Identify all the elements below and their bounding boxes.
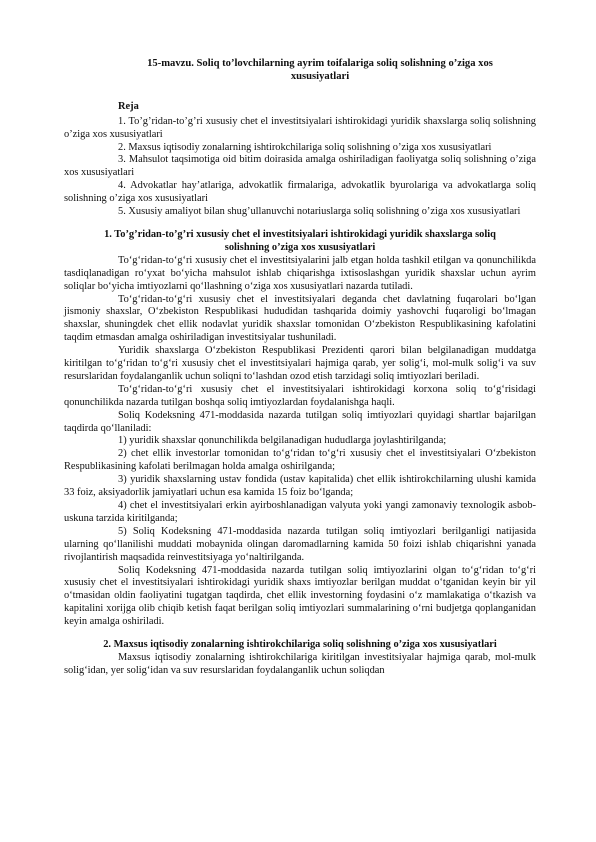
section-1-heading-line-1: 1. To’g’ridan-to’g’ri xususiy chet el investitsiyalari ishtirokidagi yuridik shaxslarga soliq — [104, 228, 496, 240]
section-1-heading — [64, 229, 536, 255]
title-line-1: 15-mavzu. Soliq to’lovchilarning ayrim toifalariga soliq solishning o’ziga xos — [147, 58, 493, 69]
section-1-body — [64, 255, 536, 629]
paragraph: To‘g‘ridan-to‘g‘ri xususiy chet el investitsiyalari ishtirokidagi korxona soliq to‘g‘risidagi qonunchilikda nazarda tutilgan boshqa soliq imtiyozlardan foydalanishga haqli. — [64, 383, 536, 408]
plan-list — [64, 116, 536, 219]
title-line-2: xususiyatlari — [290, 70, 350, 82]
plan-item: 4. Advokatlar hay’atlariga, advokatlik firmalariga, advokatlik byurolariga va advokatlarga soliq solishning o’ziga xos xususiyatlari — [64, 180, 536, 205]
plan-item: 5. Xususiy amaliyot bilan shug’ullanuvchi notariuslarga soliq solishning o’ziga xos xususiyatlari — [118, 206, 521, 218]
plan-item: 2. Maxsus iqtisodiy zonalarning ishtirokchilariga soliq solishning o’ziga xos xususiyatlari — [118, 141, 492, 153]
section-2-body — [64, 652, 536, 678]
section-2-heading: 2. Maxsus iqtisodiy zonalarning ishtirokchilariga soliq solishning o’ziga xos xususiyatlari — [103, 639, 497, 651]
plan-item: 3. Mahsulot taqsimotiga oid bitim doirasida amalga oshiriladigan faoliyatga soliq solishning o’ziga xos xususiyatlari — [64, 154, 536, 179]
section-1-heading-line-2: solishning o’ziga xos xususiyatlari — [224, 241, 376, 253]
paragraph: Soliq Kodeksning 471-moddasida nazarda tutilgan soliq imtiyozlarini olgan to‘g‘ridan to‘g‘ri xususiy chet el investitsiyalari ishtirokidagi yuridik shaxs imtiyozlar berilgan muddat o‘tganidan keyin bir yil o‘tmasidan oldin faoliyatini tugatgan taqdirda, chet ellik investorning foydasini o‘z mamlakatiga o‘tkazish va kapitalini xorijga olib chiqib ketish faqat berilgan soliq imtiyozlari summalarining o‘rni budjetga qoplanganidan keyin amalga oshiriladi. — [64, 564, 536, 628]
plan-item: 1. To’g’ridan-to’g’ri xususiy chet el investitsiyalari ishtirokidagi yuridik shaxslarga soliq solishning o’ziga xos xususiyatlari — [64, 115, 536, 140]
plan-heading: Reja — [118, 100, 139, 112]
paragraph: 4) chet el investitsiyalari erkin ayirboshlanadigan valyuta yoki yangi zamonaviy texnologik asbob-uskuna tarzida kiritilganda; — [64, 500, 536, 524]
paragraph: 5) Soliq Kodeksning 471-moddasida nazarda tutilgan soliq imtiyozlari berilganligi natijasida ularning qo‘llanilishi muddati mobaynida olingan daromadlarning kamida 50 foizi ishlab chiqarishni yanada rivojlantirish maqsadida reinvestitsiyaga yo‘naltirilganda. — [64, 525, 536, 563]
paragraph: Yuridik shaxslarga O‘zbekiston Respublikasi Prezidenti qarori bilan belgilanadigan muddatga kiritilgan to‘g‘ridan to‘g‘ri xususiy chet el investitsiyalari hajmiga qarab, yer solig‘i, mol-mulk solig‘i va suv resurslaridan foydalanganlik uchun soliqni to‘lashdan ozod etish tarzidagi soliq imtiyozlari beriladi. — [64, 345, 536, 382]
document-body — [64, 58, 536, 678]
paragraph: To‘g‘ridan-to‘g‘ri xususiy chet el investitsiyalarini jalb etgan holda tashkil etilgan va qonunchilikda tasdiqlanadigan ro‘yxat bo‘yicha mahsulot ishlab chiqarishga ixtisoslashgan yuridik shaxslar uchun ayrim soliqlar bo‘yicha imtiyozlarni qo‘llashning o‘ziga xos xususiyatlari nazarda tutiladi. — [64, 254, 536, 292]
paragraph: Maxsus iqtisodiy zonalarning ishtirokchilariga kiritilgan investitsiyalar hajmiga qarab, mol-mulk solig‘idan, yer solig‘idan va suv resurslaridan foydalanganlik uchun soliqdan — [64, 651, 536, 676]
page-title — [64, 58, 536, 84]
paragraph: 3) yuridik shaxslarning ustav fondida (ustav kapitalida) chet ellik ishtirokchilarning ulushi kamida 33 foiz, aksiyadorlik jamiyatlari uchun esa kamida 15 foiz bo‘lganda; — [64, 474, 536, 499]
paragraph: Soliq Kodeksning 471-moddasida nazarda tutilgan soliq imtiyozlari quyidagi shartlar bajarilgan taqdirda qo‘llaniladi: — [64, 409, 536, 434]
paragraph: To‘g‘ridan-to‘g‘ri xususiy chet el investitsiyalari deganda chet davlatning fuqarolari bo‘lgan jismoniy shaxslar, O‘zbekiston Respublikasi hududidan tashqarida doimiy yashovchi fuqaroligi bo‘lmagan shaxslar, shuningdek chet ellik nodavlat yuridik shaxslar tomonidan O‘zbekiston Respublikasining kafolatini taqdim etmasdan amalga oshiriladigan investitsiyalar tushuniladi. — [64, 293, 536, 344]
paragraph: 2) chet ellik investorlar tomonidan to‘g‘ridan to‘g‘ri xususiy chet el investitsiyalari O‘zbekiston Respublikasining kafolati berilmagan holda amalga oshirilganda; — [64, 448, 536, 473]
paragraph: 1) yuridik shaxslar qonunchilikda belgilanadigan hududlarga joylashtirilganda; — [118, 435, 447, 447]
